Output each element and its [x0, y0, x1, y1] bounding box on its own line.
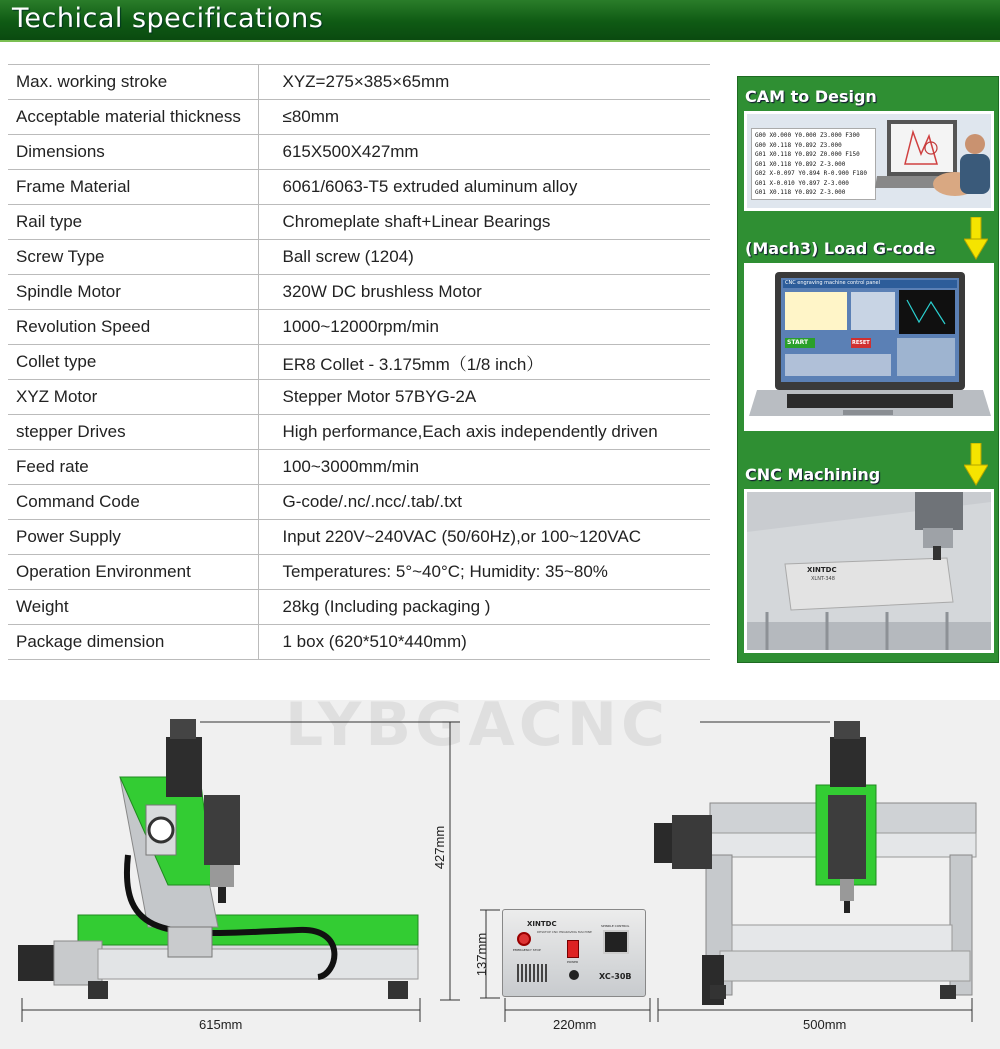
- spec-key: Max. working stroke: [8, 65, 258, 100]
- emergency-stop-label: EMERGENCY STOP: [513, 948, 541, 952]
- spec-row: [8, 590, 710, 625]
- start-button-label: START: [787, 339, 809, 346]
- down-arrow-icon: [964, 443, 988, 487]
- spec-key: Operation Environment: [8, 555, 258, 590]
- gcode-line: G02 X-0.097 Y0.894 R-0.900 F180: [755, 170, 867, 177]
- spec-row: [8, 380, 710, 415]
- laptop-illustration: [747, 266, 991, 428]
- spec-row: [8, 275, 710, 310]
- spec-key: Screw Type: [8, 240, 258, 275]
- step-cam-title: CAM to Design: [745, 87, 877, 106]
- spec-value: Chromeplate shaft+Linear Bearings: [258, 205, 710, 240]
- machining-illustration: [747, 492, 991, 650]
- depth-dimension-label: 500mm: [803, 1017, 847, 1032]
- spec-key: Feed rate: [8, 450, 258, 485]
- spec-row: [8, 310, 710, 345]
- reset-button-label: RESET: [852, 340, 870, 346]
- spec-key: Power Supply: [8, 520, 258, 555]
- spindle-knob[interactable]: [569, 970, 579, 980]
- spec-row: [8, 205, 710, 240]
- spec-value: High performance,Each axis independently driven: [258, 415, 710, 450]
- spec-value: Temperatures: 5°~40°C; Humidity: 35~80%: [258, 555, 710, 590]
- spec-key: stepper Drives: [8, 415, 258, 450]
- software-title-text: CNC engraving machine control panel: [785, 280, 880, 286]
- gcode-line: G01 X-0.010 Y0.897 Z-3.000: [755, 179, 849, 187]
- spec-key: Spindle Motor: [8, 275, 258, 310]
- width-dimension-label: 615mm: [199, 1017, 243, 1032]
- box-height-dimension-label: 137mm: [474, 932, 490, 977]
- spec-row: [8, 555, 710, 590]
- spec-key: Command Code: [8, 485, 258, 520]
- spec-row: [8, 135, 710, 170]
- control-box-model: XC-30B: [599, 972, 632, 981]
- spec-row: [8, 65, 710, 100]
- spec-value: ≤80mm: [258, 100, 710, 135]
- spec-value: 1000~12000rpm/min: [258, 310, 710, 345]
- laptop-cam-illustration: [875, 114, 994, 211]
- gcode-listing: [751, 128, 876, 200]
- cnc-machine-side-view: [18, 715, 438, 1005]
- gcode-line: G00 X0.118 Y0.892 Z3.000: [755, 141, 842, 149]
- control-box-subtitle: DESKTOP CNC ENGRAVING MACHINE: [537, 930, 592, 934]
- height-dimension-label: 427mm: [432, 825, 448, 870]
- vent-grille: [517, 964, 547, 982]
- specifications-table: [8, 64, 710, 660]
- down-arrow-icon: [964, 217, 988, 261]
- spec-key: Package dimension: [8, 625, 258, 660]
- spec-value: 100~3000mm/min: [258, 450, 710, 485]
- spec-row: [8, 100, 710, 135]
- cam-design-image: [744, 111, 994, 211]
- spec-value: Ball screw (1204): [258, 240, 710, 275]
- spec-key: Revolution Speed: [8, 310, 258, 345]
- spindle-label: SPINDLE CONTROL: [601, 924, 630, 928]
- box-width-dimension-label: 220mm: [553, 1017, 597, 1032]
- gcode-line: G01 X0.118 Y0.892 Z-3.000: [755, 189, 846, 196]
- spec-value: 1 box (620*510*440mm): [258, 625, 710, 660]
- spec-key: Dimensions: [8, 135, 258, 170]
- power-switch[interactable]: [567, 940, 579, 958]
- spec-value: 6061/6063-T5 extruded aluminum alloy: [258, 170, 710, 205]
- spec-key: Weight: [8, 590, 258, 625]
- spec-row: [8, 240, 710, 275]
- brand-watermark: LYBGACNC: [285, 690, 670, 760]
- spec-key: Rail type: [8, 205, 258, 240]
- spec-key: Collet type: [8, 345, 258, 380]
- gcode-line: G01 X0.118 Y0.892 Z0.000 F150: [755, 151, 860, 158]
- spec-value: G-code/.nc/.ncc/.tab/.txt: [258, 485, 710, 520]
- plate-brand-label: XINTDC: [807, 566, 837, 574]
- emergency-stop-button[interactable]: [517, 932, 531, 946]
- spec-row: [8, 450, 710, 485]
- gcode-line: G01 X0.118 Y0.892 Z-3.000: [755, 160, 846, 168]
- spindle-display: [603, 930, 629, 954]
- step-machining-title: CNC Machining: [745, 465, 881, 484]
- section-title: Techical specifications: [12, 3, 324, 34]
- control-box: [502, 909, 646, 997]
- step-gcode-title: (Mach3) Load G-code: [745, 239, 936, 258]
- spec-value: 320W DC brushless Motor: [258, 275, 710, 310]
- spec-value: 615X500X427mm: [258, 135, 710, 170]
- workflow-panel: [737, 76, 999, 663]
- spec-value: Input 220V~240VAC (50/60Hz),or 100~120VAC: [258, 520, 710, 555]
- spec-row: [8, 520, 710, 555]
- spec-value: ER8 Collet - 3.175mm（1/8 inch）: [258, 345, 710, 380]
- spec-row: [8, 345, 710, 380]
- cnc-machining-image: [744, 489, 994, 653]
- cnc-machine-front-view: [650, 715, 980, 1005]
- control-box-brand: XINTDC: [527, 920, 557, 928]
- spec-row: [8, 625, 710, 660]
- spec-key: Acceptable material thickness: [8, 100, 258, 135]
- power-label: POWER: [567, 960, 579, 964]
- spec-key: Frame Material: [8, 170, 258, 205]
- spec-key: XYZ Motor: [8, 380, 258, 415]
- spec-value: 28kg (Including packaging ): [258, 590, 710, 625]
- section-header: [0, 0, 1000, 42]
- spec-row: [8, 170, 710, 205]
- spec-value: Stepper Motor 57BYG-2A: [258, 380, 710, 415]
- plate-model-label: XLNT-348: [811, 576, 835, 582]
- gcode-line: G00 X0.000 Y0.000 Z3.000 F300: [755, 132, 860, 139]
- spec-value: XYZ=275×385×65mm: [258, 65, 710, 100]
- mach3-laptop-image: [744, 263, 994, 431]
- spec-row: [8, 415, 710, 450]
- spec-row: [8, 485, 710, 520]
